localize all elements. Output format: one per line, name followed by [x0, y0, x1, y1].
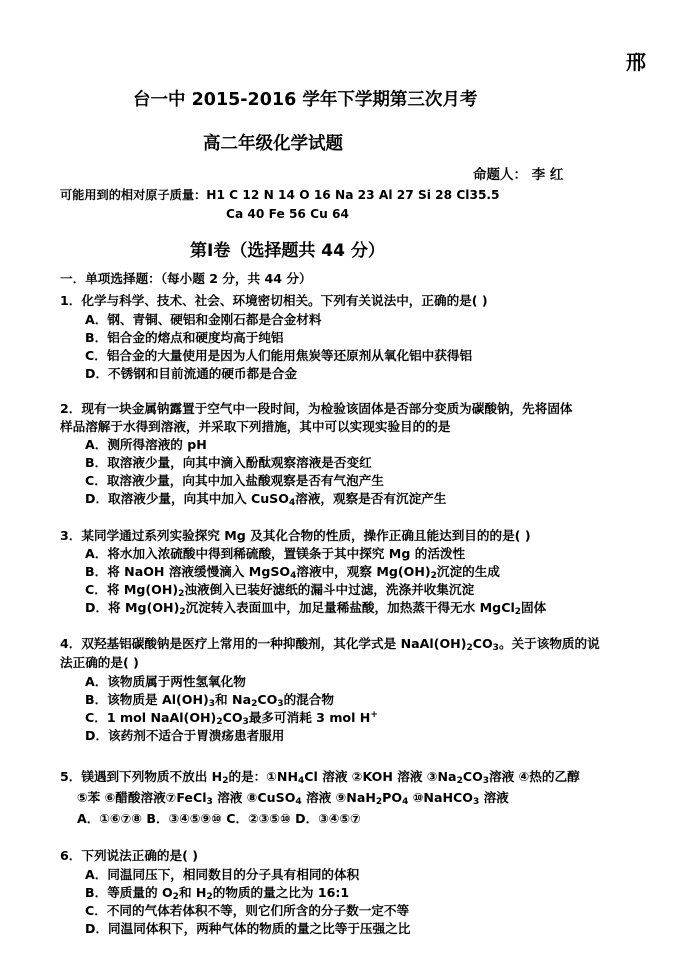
q2-stem-line-2: 样品溶解于水得到溶液，并采取下列措施，其中可以实现实验目的的是 — [60, 419, 451, 434]
q1-option-d: D．不锈钢和目前流通的硬币都是合金 — [85, 366, 297, 381]
corner-mark: 邢 — [626, 50, 646, 74]
atomic-masses-line-2: Ca 40 Fe 56 Cu 64 — [226, 207, 349, 221]
exam-subtitle: 高二年级化学试题 — [203, 134, 343, 154]
q4-option-d: D．该药剂不适合于胃溃疡患者服用 — [85, 728, 285, 743]
q2-stem-line-1: 2．现有一块金属钠露置于空气中一段时间，为检验该固体是否部分变质为碳酸钠，先将固体 — [60, 401, 573, 416]
q4-stem-line-1: 4．双羟基铝碳酸钠是医疗上常用的一种抑酸剂，其化学式是 $NaAl(OH)_2CO_3$。关于该物质的说 — [60, 636, 600, 653]
q4-option-a: A．该物质属于两性氢氧化物 — [85, 674, 246, 689]
q6-option-b: B．等质量的 $O_2$和 $H_2$的物质的量之比为 16:1 — [85, 885, 350, 902]
atomic-masses-line-1: 可能用到的相对原子质量：H1 C 12 N 14 O 16 Na 23 Al 27 Si 28 Cl35.5 — [60, 188, 500, 202]
q2-option-a: A．测所得溶液的 pH — [85, 437, 207, 452]
q4-option-c: C．1 mol $NaAl(OH)_2CO_3$最多可消耗 3 mol H+ — [85, 710, 378, 727]
q5-stem-line-2: ⑤苯 ⑥醋酸溶液⑦FeCl$_3$ 溶液 ⑧CuSO$_4$ 溶液 $⑨NaH_2PO_4$ ⑩NaHCO$_3$ 溶液 — [77, 790, 509, 807]
part-heading: 一．单项选择题：（每小题 2 分，共 44 分） — [60, 271, 312, 286]
q1-option-c: C．铝合金的大量使用是因为人们能用焦炭等还原剂从氧化铝中获得铝 — [85, 348, 473, 363]
q6-option-d: D．同温同体积下，两种气体的物质的量之比等于压强之比 — [85, 921, 411, 936]
section-title: 第Ⅰ卷（选择题共 44 分） — [190, 241, 385, 261]
q3-option-c: C．将 $Mg(OH)_2$浊液倒入已装好滤纸的漏斗中过滤，洗涤并收集沉淀 — [85, 582, 475, 599]
q4-option-b: B．该物质是 $Al(OH)_3$和 $Na_2CO_3$的混合物 — [85, 692, 334, 709]
q2-option-c: C．取溶液少量，向其中加入盐酸观察是否有气泡产生 — [85, 473, 384, 488]
q1-stem: 1．化学与科学、技术、社会、环境密切相关。下列有关说法中，正确的是( ) — [60, 293, 488, 308]
q3-option-a: A．将水加入浓硫酸中得到稀硫酸，置镁条于其中探究 Mg 的活泼性 — [85, 546, 466, 561]
q3-option-d: D．将 $Mg(OH)_2$沉淀转入表面皿中，加足量稀盐酸，加热蒸干得无水 MgCl$_2$固体 — [85, 600, 547, 617]
author-line: 命题人： 李 红 — [473, 167, 564, 183]
q1-option-a: A．钢、青铜、硬铝和金刚石都是合金材料 — [85, 312, 322, 327]
q5-answer-options: A．①⑥⑦⑧ B．③④⑤⑨⑩ C．②③⑤⑩ D．③④⑤⑦ — [77, 811, 361, 826]
q2-option-b: B．取溶液少量，向其中滴入酚酞观察溶液是否变红 — [85, 455, 372, 470]
q2-option-d: D．取溶液少量，向其中加入 CuSO$_4$溶液，观察是否有沉淀产生 — [85, 491, 447, 508]
q5-stem-line-1: 5．镁遇到下列物质不放出 $H_2$的是：$①NH_4Cl$ 溶液 ②KOH 溶液 $③Na_2CO_3$溶液 ④热的乙醇 — [60, 769, 580, 786]
q4-stem-line-2: 法正确的是( ) — [60, 655, 139, 670]
q1-option-b: B．铝合金的熔点和硬度均高于纯铝 — [85, 330, 284, 345]
exam-title: 台一中 2015-2016 学年下学期第三次月考 — [133, 90, 478, 110]
q6-option-c: C．不同的气体若体积不等，则它们所含的分子数一定不等 — [85, 903, 410, 918]
q3-stem: 3．某同学通过系列实验探究 Mg 及其化合物的性质，操作正确且能达到目的的是( ) — [60, 528, 531, 543]
q6-stem: 6．下列说法正确的是( ) — [60, 848, 199, 863]
q6-option-a: A．同温同压下，相同数目的分子具有相同的体积 — [85, 867, 360, 882]
q3-option-b: B．将 NaOH 溶液缓慢滴入 MgSO$_4$溶液中，观察 $Mg(OH)_2$沉淀的生成 — [85, 564, 500, 581]
